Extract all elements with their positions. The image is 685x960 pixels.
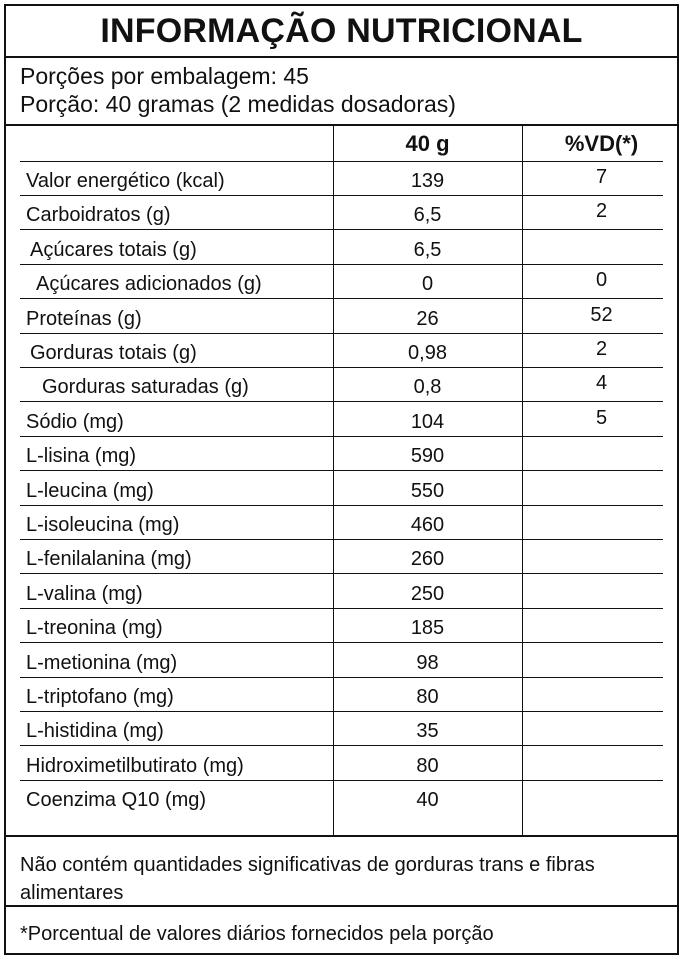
nutrient-name: Carboidratos (g) [26,204,171,227]
nutrition-facts-label [4,4,679,955]
nutrient-name: Gorduras saturadas (g) [42,376,249,399]
table-bottom-divider [6,835,677,837]
table-row [20,540,663,574]
nutrient-name: L-histidina (mg) [26,720,164,743]
nutrient-daily-value: 52 [590,303,613,326]
footnote-divider [6,905,677,907]
nutrient-daily-value: 0 [595,269,608,292]
table-row [20,644,663,678]
portion-size: Porção: 40 gramas (2 medidas dosadoras) [20,91,456,117]
table-row [20,265,663,299]
table-row [20,506,663,540]
nutrient-quantity: 550 [410,479,445,502]
nutrient-name: L-valina (mg) [26,582,143,605]
nutrient-daily-value [522,781,681,815]
nutrient-name: Gorduras totais (g) [30,342,197,364]
nutrient-quantity: 104 [410,410,445,433]
nutrient-daily-value [522,472,681,506]
nutrient-quantity: 98 [416,651,439,674]
nutrient-name: Proteínas (g) [26,307,142,330]
nutrient-quantity: 260 [410,548,445,571]
footnote-daily-value: *Porcentual de valores diários fornecidos pela porção [20,923,494,945]
nutrient-daily-value [522,678,681,712]
nutrient-name: Sódio (mg) [26,410,124,433]
nutrient-quantity: 590 [410,445,445,468]
nutrient-quantity: 250 [410,582,445,605]
nutrient-quantity: 139 [410,170,445,192]
table-row [20,368,663,402]
nutrient-daily-value [522,575,681,609]
nutrient-quantity: 6,5 [413,238,442,261]
table-row [20,472,663,506]
header-quantity: 40 g [405,131,450,156]
nutrient-name: L-metionina (mg) [26,651,178,674]
nutrient-quantity: 185 [410,617,445,640]
nutrient-quantity: 0,8 [413,376,442,399]
nutrient-name: L-triptofano (mg) [26,686,174,708]
table-row [20,781,663,815]
nutrition-table [6,124,677,836]
nutrient-quantity: 26 [416,307,439,330]
footnote-not-significant: Não contém quantidades significativas de gorduras trans e fibras alimentares [20,854,595,904]
table-row [20,300,663,334]
nutrient-daily-value [522,540,681,574]
table-row [20,403,663,437]
table-row [20,609,663,643]
nutrient-name: L-lisina (mg) [26,445,137,468]
nutrient-quantity: 0,98 [408,342,447,364]
nutrient-quantity: 80 [416,754,439,777]
serving-info [6,58,677,126]
table-row [20,162,663,196]
nutrient-daily-value: 5 [595,406,608,429]
nutrient-daily-value [522,747,681,781]
nutrient-daily-value [522,712,681,746]
nutrient-daily-value [522,644,681,678]
table-row [20,231,663,265]
nutrient-daily-value: 4 [595,372,608,395]
nutrient-daily-value [522,506,681,540]
nutrient-daily-value [522,231,681,265]
nutrient-name: Açúcares totais (g) [30,238,197,261]
nutrient-daily-value: 2 [595,200,608,223]
table-row [20,575,663,609]
nutrient-daily-value: 2 [595,338,608,360]
nutrient-daily-value [522,437,681,471]
nutrient-name: Açúcares adicionados (g) [36,273,262,296]
table-row [20,678,663,712]
table-row [20,196,663,230]
nutrient-daily-value: 7 [595,166,608,188]
nutrient-quantity: 35 [416,720,439,743]
header-daily-value: %VD(*) [564,131,639,156]
table-row [20,712,663,746]
nutrient-name: L-treonina (mg) [26,617,163,640]
nutrient-name: L-fenilalanina (mg) [26,548,192,571]
label-title: INFORMAÇÃO NUTRICIONAL [6,6,677,58]
nutrient-name: Coenzima Q10 (mg) [26,789,207,812]
nutrient-name: L-isoleucina (mg) [26,514,180,536]
table-row [20,437,663,471]
nutrient-quantity: 0 [421,273,434,296]
nutrient-quantity: 460 [410,514,445,536]
nutrient-quantity: 80 [416,686,439,708]
nutrient-quantity: 40 [416,789,439,812]
nutrient-name: L-leucina (mg) [26,479,154,502]
table-row [20,747,663,781]
nutrient-name: Hidroximetilbutirato (mg) [26,754,244,777]
nutrient-daily-value [522,609,681,643]
table-row [20,334,663,368]
nutrient-name: Valor energético (kcal) [26,170,225,192]
servings-per-package: Porções por embalagem: 45 [20,63,309,89]
nutrient-quantity: 6,5 [413,204,442,227]
